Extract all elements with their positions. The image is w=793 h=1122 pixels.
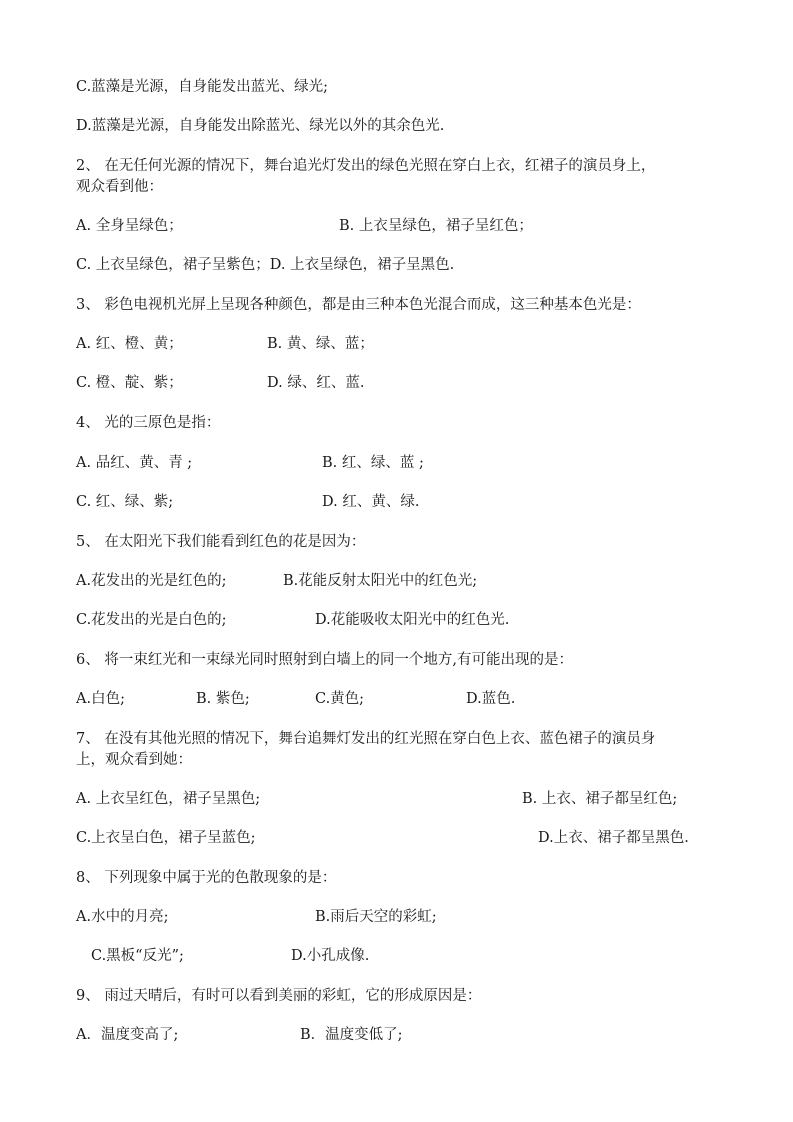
q3-stem: 3、 彩色电视机光屏上呈现各种颜色，都是由三种本色光混合而成，这三种基本色光是：: [76, 297, 641, 313]
q6-option-d: D.蓝色.: [466, 691, 516, 707]
q7-option-c: C.上衣呈白色，裙子呈蓝色;: [76, 830, 256, 846]
q6-option-c: C.黄色;: [315, 691, 365, 707]
q9-option-b: B．温度变低了;: [300, 1027, 403, 1043]
q5-option-d: D.花能吸收太阳光中的红色光.: [315, 612, 510, 628]
q3-option-c: C. 橙、靛、紫；: [76, 375, 183, 391]
q2-option-b: B. 上衣呈绿色，裙子呈红色；: [339, 218, 533, 234]
q4-option-d: D. 红、黄、绿.: [322, 494, 420, 510]
q4-stem: 4、 光的三原色是指：: [76, 415, 221, 431]
q8-option-a: A.水中的月亮;: [76, 909, 169, 925]
q8-stem: 8、 下列现象中属于光的色散现象的是：: [76, 870, 337, 886]
q3-option-b: B. 黄、绿、蓝；: [267, 336, 374, 352]
q2-stem-line1: 2、 在无任何光源的情况下，舞台追光灯发出的绿色光照在穿白上衣，红裙子的演员身上，: [76, 158, 656, 174]
q2-stem-line2: 观众看到他：: [76, 179, 163, 195]
q4-option-a: A. 品红、黄、青 ;: [76, 455, 193, 471]
q9-stem: 9、 雨过天晴后，有时可以看到美丽的彩虹，它的形成原因是：: [76, 988, 482, 1004]
q4-option-c: C. 红、绿、紫;: [76, 494, 174, 510]
q8-option-b: B.雨后天空的彩虹;: [315, 909, 437, 925]
q8-option-d: D.小孔成像.: [291, 948, 370, 964]
q5-option-a: A.花发出的光是红色的;: [76, 573, 227, 589]
q3-option-a: A. 红、橙、黄；: [76, 336, 183, 352]
q7-stem-line1: 7、 在没有其他光照的情况下，舞台追舞灯发出的红光照在穿白色上衣、蓝色裙子的演员身: [76, 731, 656, 747]
q6-option-b: B. 紫色;: [196, 691, 250, 707]
q6-option-a: A.白色;: [76, 691, 125, 707]
q7-option-d: D.上衣、裙子都呈黑色.: [538, 830, 689, 846]
q1-option-d: D.蓝藻是光源，自身能发出除蓝光、绿光以外的其余色光.: [76, 118, 445, 134]
q7-stem-line2: 上，观众看到她：: [76, 752, 192, 768]
q5-option-b: B.花能反射太阳光中的红色光;: [283, 573, 478, 589]
q2-option-cd: C. 上衣呈绿色，裙子呈紫色；D. 上衣呈绿色，裙子呈黑色.: [76, 257, 455, 273]
q3-option-d: D. 绿、红、蓝.: [267, 375, 365, 391]
q7-option-b: B. 上衣、裙子都呈红色;: [522, 791, 678, 807]
q9-option-a: A．温度变高了;: [76, 1027, 179, 1043]
q6-stem: 6、 将一束红光和一束绿光同时照射到白墙上的同一个地方,有可能出现的是：: [76, 652, 573, 668]
q1-option-c: C.蓝藻是光源，自身能发出蓝光、绿光;: [76, 79, 329, 95]
q2-option-a: A. 全身呈绿色；: [76, 218, 183, 234]
q5-stem: 5、 在太阳光下我们能看到红色的花是因为：: [76, 534, 366, 550]
q7-option-a: A. 上衣呈红色，裙子呈黑色;: [76, 791, 261, 807]
q8-option-c: C.黑板“反光”;: [91, 948, 184, 964]
q4-option-b: B. 红、绿、蓝 ;: [322, 455, 424, 471]
q5-option-c: C.花发出的光是白色的;: [76, 612, 227, 628]
